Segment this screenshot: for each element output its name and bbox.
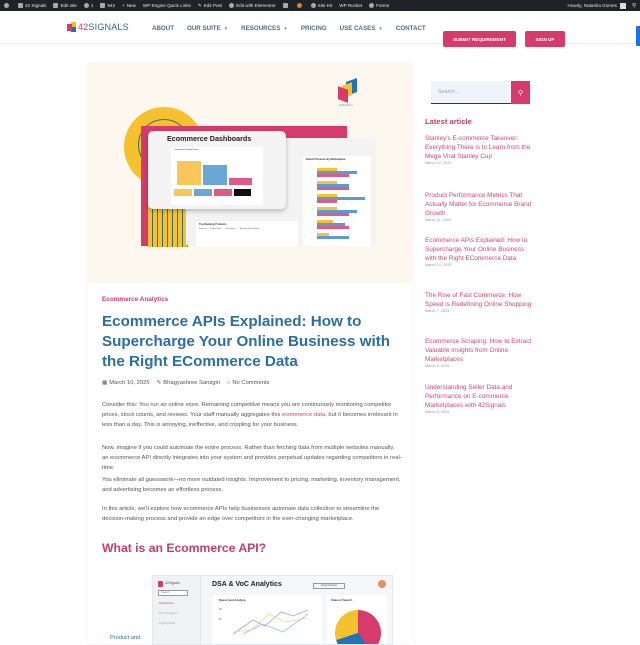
updates-link[interactable]: 1 bbox=[84, 3, 94, 8]
site-logo[interactable]: 42SIGNALS bbox=[67, 22, 129, 32]
comment-icon: ○ bbox=[226, 380, 231, 386]
nav-about[interactable]: ABOUT bbox=[152, 25, 174, 32]
brand-caption: 42SIGNALS bbox=[339, 104, 353, 107]
paragraph: Now, imagine if you could automate the entire process. Rather than fetching data from multiple websites manually, an ecommerce API directly integrates into your system and provides perpetual updates regarding competitors in real-time. bbox=[102, 445, 402, 471]
search-input[interactable]: Search... bbox=[431, 81, 511, 104]
ecommerce-dashboards-card: Ecommerce Dashboards Competitor Product Data bbox=[148, 131, 286, 209]
plus-icon: + bbox=[122, 3, 125, 8]
top-ranking-panel: Top Ranking Products Keyword Product Name Brand Name Avg Search Result Rank bbox=[196, 221, 298, 246]
avatar[interactable] bbox=[620, 3, 626, 9]
grid-icon bbox=[283, 3, 288, 8]
floating-side-tab[interactable] bbox=[636, 26, 640, 46]
sitekit-icon bbox=[311, 3, 316, 8]
wordpress-icon bbox=[4, 3, 9, 8]
section-heading: What is an Ecommerce API? bbox=[102, 541, 267, 555]
article bbox=[88, 63, 412, 643]
site-header bbox=[0, 11, 640, 44]
main-nav bbox=[152, 25, 439, 32]
dsa-voc-screenshot: 42Signals Search Dashboard VOC Analytics Digital Shelf DSA & VoC Analytics Assign Member Report and Analysis 40 30 Share of Search bbox=[152, 575, 393, 645]
brand-cube-icon bbox=[338, 80, 358, 102]
elementor-icon bbox=[229, 3, 234, 8]
latest-post-item[interactable]: Ecommerce APIs Explained: How to Supercharge Your Online Business with the Right ECommerce Data March 10, 2025 bbox=[425, 237, 528, 267]
forms-icon bbox=[369, 3, 374, 8]
post-date[interactable]: ▦ March 10, 2025 bbox=[102, 380, 150, 386]
post-comments[interactable]: ○ No Comments bbox=[226, 380, 270, 386]
product-link[interactable]: Product and bbox=[110, 635, 141, 641]
admin-site-link[interactable]: 42 Signals bbox=[18, 3, 46, 8]
search-icon[interactable]: ⚲ bbox=[631, 2, 636, 9]
new-content-link[interactable]: + New bbox=[122, 3, 136, 8]
pencil-icon: ✎ bbox=[197, 2, 202, 8]
latest-article-heading: Latest article bbox=[425, 117, 472, 126]
home-icon bbox=[18, 3, 23, 8]
updates-icon bbox=[84, 3, 89, 8]
ecommerce-data-link[interactable]: ecommerce data bbox=[282, 411, 326, 418]
orange-dot-icon bbox=[297, 3, 302, 8]
submit-requirement-button[interactable]: SUBMIT REQUIREMENT bbox=[443, 31, 516, 47]
post-author[interactable]: ✎ Bhagyashree Sanzgiri bbox=[156, 380, 220, 386]
edit-site-link[interactable]: Edit site bbox=[53, 3, 76, 8]
grid-menu[interactable] bbox=[283, 3, 290, 8]
latest-post-item[interactable]: Product Performance Metrics That Actually Matter for Ecommerce Brand Growth March 11, 2025 bbox=[425, 192, 532, 222]
latest-post-item[interactable]: Ecommerce Scraping: How to Extract Valuable Insights from Online Marketplaces March 6, 2025 bbox=[425, 338, 532, 368]
edit-post-link[interactable]: ✎ Edit Post bbox=[197, 2, 223, 8]
chevron-down-icon: ▼ bbox=[283, 26, 288, 31]
sign-up-button[interactable]: SIGN UP bbox=[525, 31, 565, 47]
line-chart bbox=[233, 606, 318, 636]
search-icon: ⚲ bbox=[517, 89, 524, 97]
nav-use-cases[interactable]: USE CASES ▼ bbox=[339, 25, 383, 32]
nav-resources[interactable]: RESOURCES ▼ bbox=[241, 25, 288, 32]
latest-post-item[interactable]: Understanding Seller Data and Performance on E-commerce Marketplaces with 42Signals March 5, 2025 bbox=[425, 384, 513, 414]
chevron-down-icon: ▼ bbox=[223, 26, 229, 31]
comments-icon bbox=[100, 3, 105, 8]
featured-image bbox=[88, 63, 412, 283]
post-meta bbox=[102, 380, 276, 386]
edit-icon bbox=[53, 3, 58, 8]
pencil-icon: ✎ bbox=[156, 380, 162, 386]
nav-our-suite[interactable]: OUR SUITE ▼ bbox=[187, 25, 229, 32]
wp-rocket-link[interactable]: WP Rocket bbox=[339, 3, 363, 8]
latest-post-item[interactable]: Stanley's E-commerce Takeover: Everything There is to Learn from the Mega Viral Stanley Cup March 12, 2025 bbox=[425, 135, 531, 165]
logo-cube-icon bbox=[67, 22, 76, 32]
paragraph: In this article, we'll explore how ecommerce APIs help businesses automate data collection to streamline the decision-making process and provide an edge over competitors in the ever-changing marketplace. bbox=[102, 506, 380, 522]
paragraph: Consider this: You run an online store. Remaining competitive means you are continuously monitoring competitor prices, stock counts, and reviews. Your staff manually aggregates this ecommerce data, but it becomes irrelevant in less than a day. This is annoying, ineffective, and crippling for your business. bbox=[102, 402, 398, 428]
account-greeting[interactable]: Howdy, Natasha Gomes bbox=[567, 3, 617, 8]
nav-pricing[interactable]: PRICING bbox=[300, 25, 327, 32]
nav-contact[interactable]: CONTACT bbox=[395, 25, 426, 32]
post-title: Ecommerce APIs Explained: How to Supercharge Your Online Business with the Right ECommerce Data bbox=[102, 313, 391, 370]
brand-presence-panel: Brand Presence By Marketplace bbox=[303, 156, 371, 246]
paragraph: You eliminate all guesswork—no more outdated insights. Improvement to pricing, marketing, inventory management, and advertising becomes an effortless process. bbox=[102, 477, 401, 493]
chevron-down-icon: ▼ bbox=[378, 26, 383, 31]
plugin-menu[interactable] bbox=[297, 3, 304, 8]
forms-link[interactable]: Forms bbox=[369, 3, 389, 8]
post-category-link[interactable]: Ecommerce Analytics bbox=[102, 296, 169, 303]
edit-with-elementor-link[interactable]: Edit with Elementor bbox=[229, 3, 276, 8]
wordpress-menu[interactable] bbox=[4, 3, 11, 8]
site-kit-link[interactable]: Site Kit bbox=[311, 3, 333, 8]
wp-engine-quick-links[interactable]: WP Engine Quick Links bbox=[142, 3, 191, 8]
wp-admin-bar bbox=[0, 0, 640, 11]
comments-link[interactable]: 942 bbox=[100, 3, 115, 8]
search-button[interactable] bbox=[511, 81, 530, 104]
latest-post-item[interactable]: The Rise of Fast Commerce: How Speed is Redefining Online Shopping March 7, 2025 bbox=[425, 292, 532, 313]
calendar-icon: ▦ bbox=[102, 380, 108, 386]
